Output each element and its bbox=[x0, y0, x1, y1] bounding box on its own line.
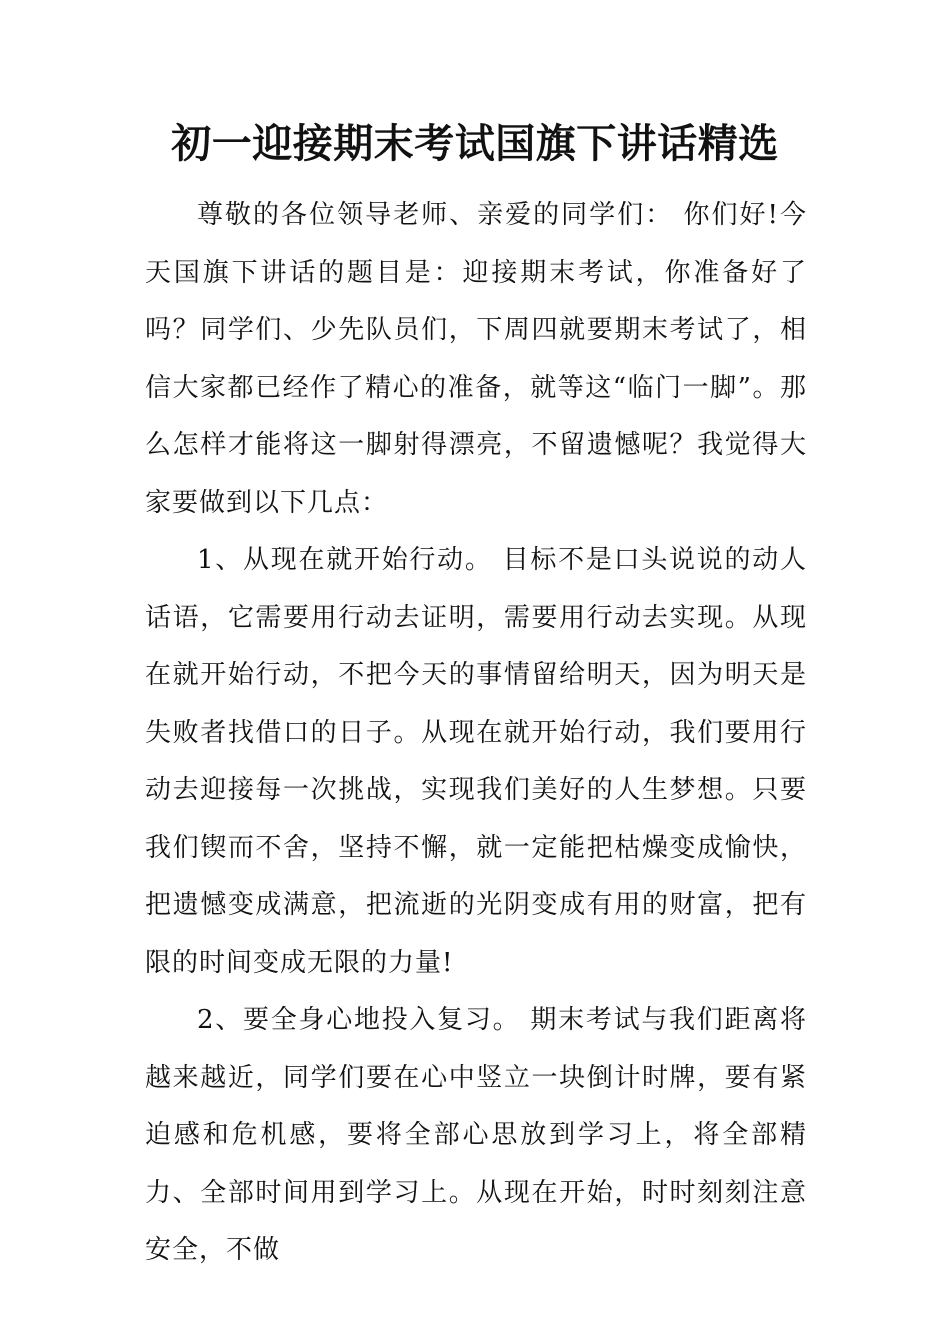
paragraph-point-2: 2、要全身心地投入复习。 期末考试与我们距离将越来越近，同学们要在心中竖立一块倒计时牌，要有紧迫感和危机感，要将全部心思放到学习上，将全部精力、全部时间用到学习上。从现在开始，时时刻刻注意安全，不做 bbox=[145, 1005, 807, 1265]
page-title: 初一迎接期末考试国旗下讲话精选 bbox=[171, 120, 779, 167]
paragraph-greeting: 尊敬的各位领导老师、亲爱的同学们： 你们好!今天国旗下讲话的题目是：迎接期末考试，你准备好了吗？同学们、少先队员们，下周四就要期末考试了，相信大家都已经作了精心的准备，就等这“临门一脚”。那么怎样才能将这一脚射得漂亮，不留遗憾呢？我觉得大家要做到以下几点： bbox=[145, 200, 807, 518]
document-body bbox=[145, 187, 807, 1280]
paragraph-point-1: 1、从现在就开始行动。 目标不是口头说说的动人话语，它需要用行动去证明，需要用行动去实现。从现在就开始行动，不把今天的事情留给明天，因为明天是失败者找借口的日子。从现在就开始行动，我们要用行动去迎接每一次挑战，实现我们美好的人生梦想。只要我们锲而不舍，坚持不懈，就一定能把枯燥变成愉快，把遗憾变成满意，把流逝的光阴变成有用的财富，把有限的时间变成无限的力量! bbox=[145, 545, 807, 978]
